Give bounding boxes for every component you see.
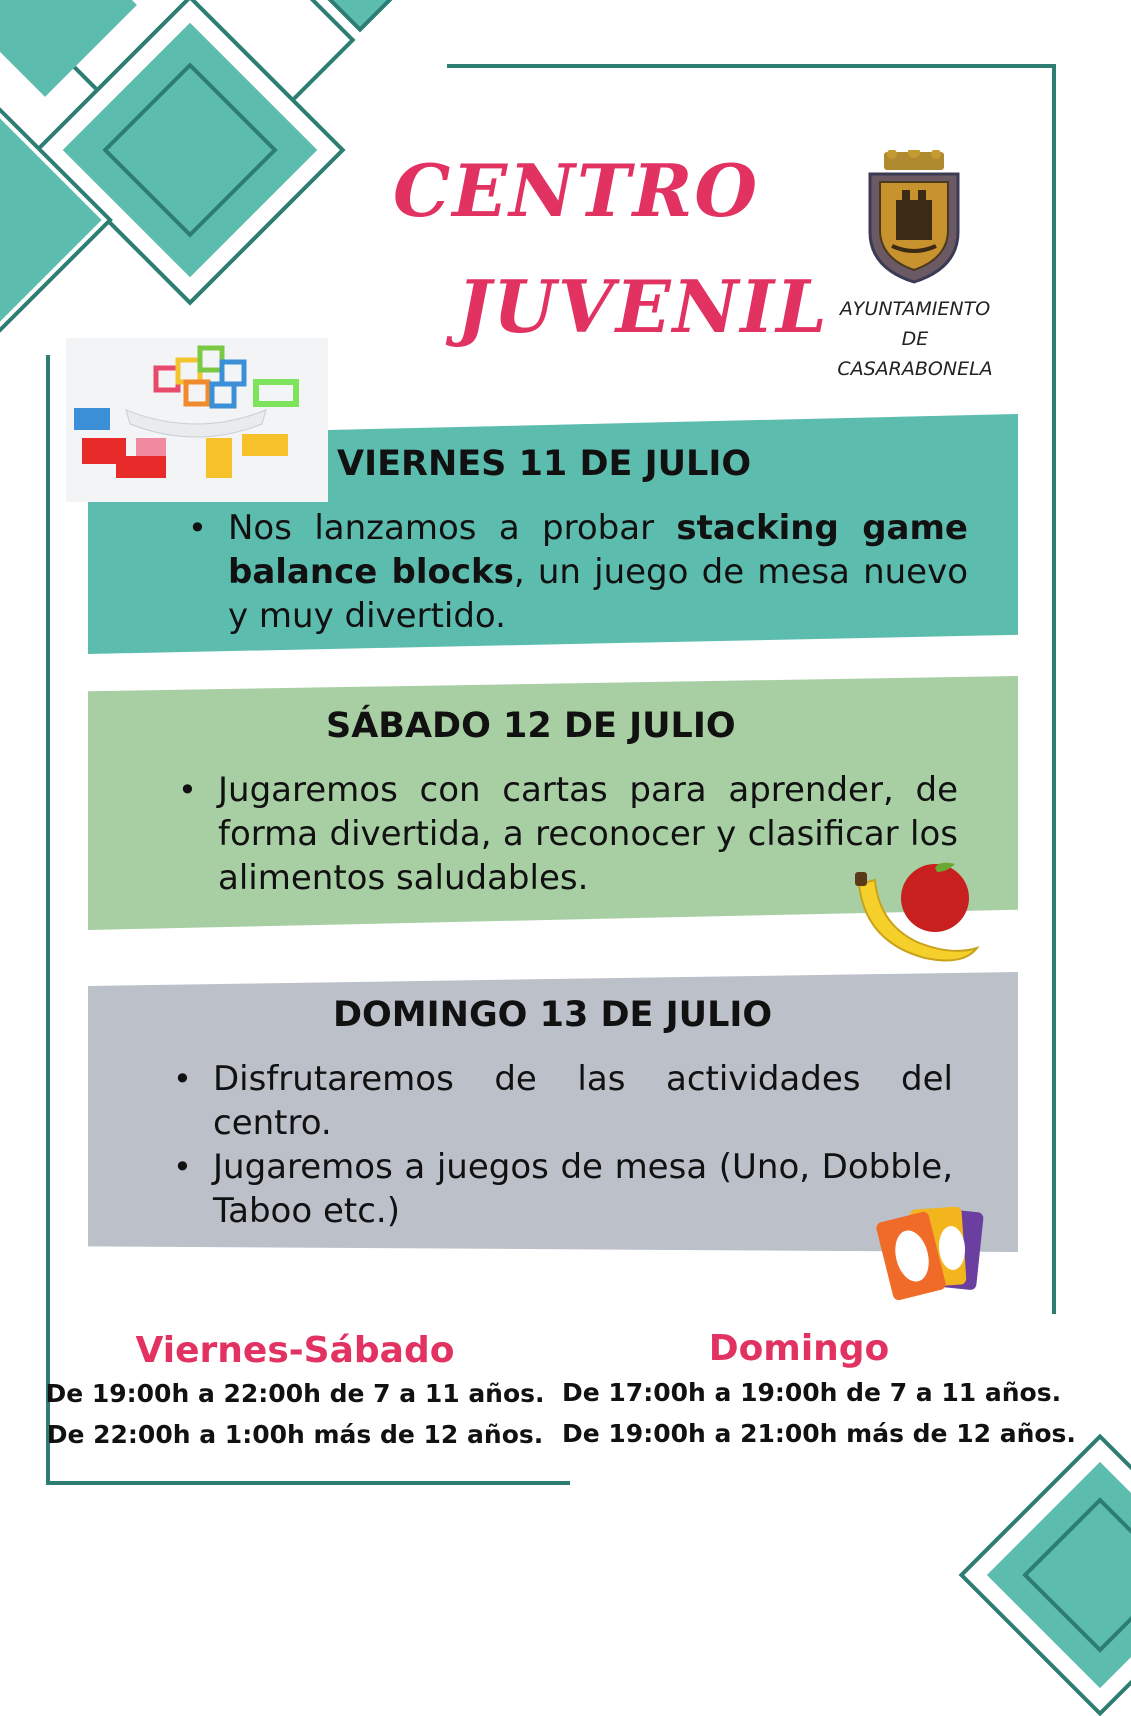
frame-bottom [46,1481,570,1485]
coat-of-arms-icon [862,150,966,286]
schedule-weekend-line1: De 19:00h a 22:00h de 7 a 11 años. [45,1379,545,1408]
balance-blocks-photo-icon [66,338,328,502]
activity-list-domingo [173,1057,953,1233]
title-line2: JUVENIL [457,264,829,349]
logo-line2: DE CASARABONELA [837,328,993,380]
activity-list-viernes [188,506,968,638]
logo-caption [825,294,1005,384]
activity-list-sabado [178,768,958,900]
list-item: • Jugaremos con cartas para aprender, de forma divertida, a reconocer y clasificar los alimentos saludables. [178,768,958,900]
list-item: • Disfrutaremos de las actividades del centro. [173,1057,953,1145]
schedule-weekend-line2: De 22:00h a 1:00h más de 12 años. [46,1420,544,1449]
frame-right [1052,64,1056,1314]
logo-line1: AYUNTAMIENTO [839,298,991,320]
item-text: Nos lanzamos a probar [228,508,677,548]
list-item: • Jugaremos a juegos de mesa (Uno, Dobble, Taboo etc.) [173,1145,953,1233]
schedule-sunday-heading: Domingo [708,1328,890,1369]
uno-cards-icon [872,1202,992,1310]
frame-left [46,355,50,1485]
banana-apple-icon [855,862,983,966]
list-item [188,506,968,638]
schedule-weekend-heading: Viernes-Sábado [135,1330,455,1371]
frame-top [447,64,1055,68]
schedule-sunday-line2: De 19:00h a 21:00h más de 12 años. [562,1419,1076,1448]
day-heading-viernes: VIERNES 11 DE JULIO [337,444,752,484]
item-text-tail: , un juego de mesa nuevo y muy divertido. [228,552,969,636]
day-heading-sabado: SÁBADO 12 DE JULIO [326,706,736,746]
schedule-sunday-line1: De 17:00h a 19:00h de 7 a 11 años. [562,1378,1062,1407]
day-heading-domingo: DOMINGO 13 DE JULIO [333,995,773,1035]
title-line1: CENTRO [393,148,760,233]
item-bold-text: stacking game balance blocks [228,508,968,592]
